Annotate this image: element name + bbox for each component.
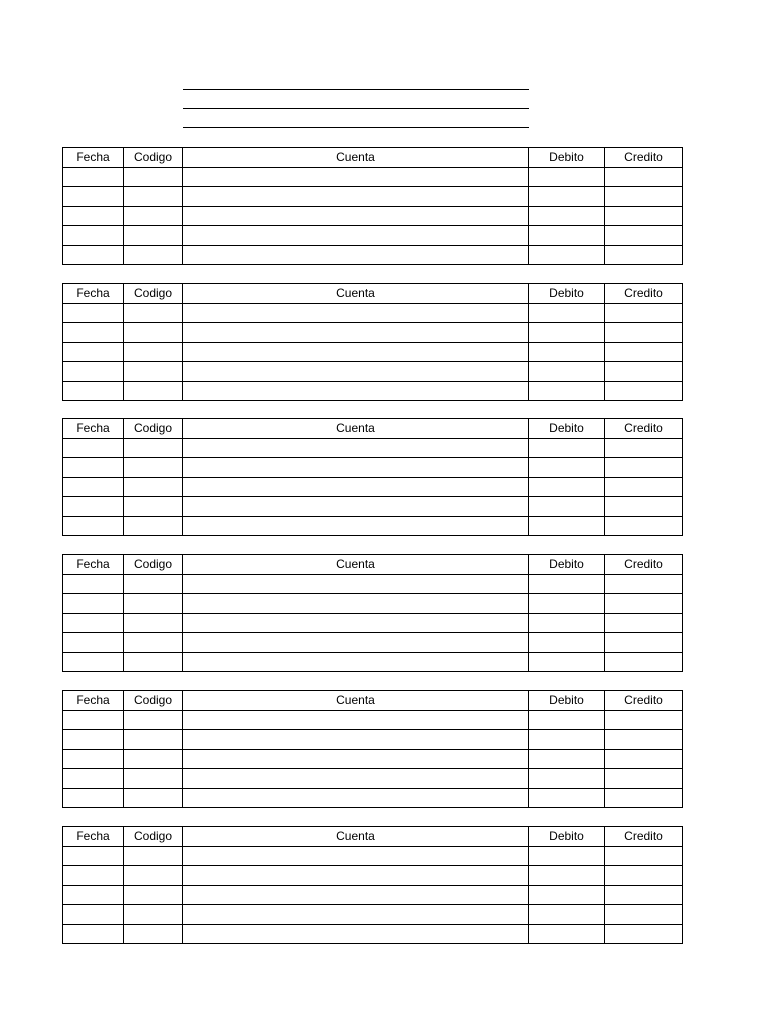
cell-cuenta	[183, 594, 529, 614]
cell-codigo	[124, 438, 183, 458]
cell-fecha	[63, 303, 124, 323]
column-header-credito: Credito	[605, 284, 683, 304]
cell-cuenta	[183, 652, 529, 672]
cell-fecha	[63, 749, 124, 769]
cell-debito	[529, 652, 605, 672]
cell-credito	[605, 613, 683, 633]
cell-cuenta	[183, 342, 529, 362]
column-header-debito: Debito	[529, 284, 605, 304]
cell-fecha	[63, 633, 124, 653]
cell-codigo	[124, 885, 183, 905]
cell-credito	[605, 497, 683, 517]
cell-credito	[605, 303, 683, 323]
cell-codigo	[124, 458, 183, 478]
cell-codigo	[124, 342, 183, 362]
cell-debito	[529, 885, 605, 905]
table-row	[63, 866, 683, 886]
cell-credito	[605, 167, 683, 187]
cell-cuenta	[183, 749, 529, 769]
cell-debito	[529, 206, 605, 226]
cell-fecha	[63, 342, 124, 362]
ledger-table	[62, 418, 683, 536]
ledger-table	[62, 554, 683, 672]
table-row	[63, 303, 683, 323]
cell-debito	[529, 245, 605, 265]
cell-credito	[605, 245, 683, 265]
cell-codigo	[124, 652, 183, 672]
cell-debito	[529, 749, 605, 769]
table-row	[63, 788, 683, 808]
column-header-codigo: Codigo	[124, 691, 183, 711]
cell-fecha	[63, 516, 124, 536]
cell-codigo	[124, 924, 183, 944]
cell-codigo	[124, 730, 183, 750]
cell-debito	[529, 633, 605, 653]
table-header-row	[63, 419, 683, 439]
cell-debito	[529, 710, 605, 730]
cell-credito	[605, 458, 683, 478]
table-row	[63, 458, 683, 478]
table-row	[63, 167, 683, 187]
header-blank-line	[183, 108, 529, 109]
cell-debito	[529, 613, 605, 633]
cell-codigo	[124, 206, 183, 226]
column-header-cuenta: Cuenta	[183, 691, 529, 711]
column-header-cuenta: Cuenta	[183, 284, 529, 304]
ledger-table	[62, 283, 683, 401]
cell-codigo	[124, 516, 183, 536]
cell-credito	[605, 226, 683, 246]
cell-cuenta	[183, 924, 529, 944]
cell-debito	[529, 458, 605, 478]
table-header-row	[63, 827, 683, 847]
cell-cuenta	[183, 769, 529, 789]
column-header-codigo: Codigo	[124, 419, 183, 439]
cell-credito	[605, 633, 683, 653]
cell-fecha	[63, 497, 124, 517]
cell-credito	[605, 885, 683, 905]
cell-debito	[529, 342, 605, 362]
cell-credito	[605, 652, 683, 672]
table-header-row	[63, 148, 683, 168]
cell-debito	[529, 323, 605, 343]
cell-codigo	[124, 633, 183, 653]
cell-debito	[529, 866, 605, 886]
cell-cuenta	[183, 477, 529, 497]
cell-cuenta	[183, 710, 529, 730]
cell-credito	[605, 749, 683, 769]
cell-fecha	[63, 788, 124, 808]
cell-credito	[605, 438, 683, 458]
cell-fecha	[63, 323, 124, 343]
cell-codigo	[124, 497, 183, 517]
header-blank-line	[183, 89, 529, 90]
column-header-cuenta: Cuenta	[183, 419, 529, 439]
column-header-debito: Debito	[529, 827, 605, 847]
cell-cuenta	[183, 167, 529, 187]
cell-fecha	[63, 574, 124, 594]
cell-debito	[529, 187, 605, 207]
cell-fecha	[63, 885, 124, 905]
cell-debito	[529, 497, 605, 517]
column-header-credito: Credito	[605, 827, 683, 847]
cell-cuenta	[183, 303, 529, 323]
table-row	[63, 574, 683, 594]
cell-fecha	[63, 206, 124, 226]
table-row	[63, 516, 683, 536]
cell-credito	[605, 516, 683, 536]
cell-debito	[529, 769, 605, 789]
cell-credito	[605, 381, 683, 401]
cell-codigo	[124, 749, 183, 769]
table-row	[63, 362, 683, 382]
table-row	[63, 342, 683, 362]
cell-codigo	[124, 788, 183, 808]
cell-debito	[529, 594, 605, 614]
table-row	[63, 924, 683, 944]
column-header-credito: Credito	[605, 148, 683, 168]
column-header-codigo: Codigo	[124, 284, 183, 304]
cell-codigo	[124, 167, 183, 187]
table-row	[63, 652, 683, 672]
cell-codigo	[124, 381, 183, 401]
column-header-credito: Credito	[605, 419, 683, 439]
cell-fecha	[63, 769, 124, 789]
cell-credito	[605, 788, 683, 808]
cell-debito	[529, 574, 605, 594]
cell-codigo	[124, 866, 183, 886]
cell-debito	[529, 438, 605, 458]
ledger-table	[62, 690, 683, 808]
cell-fecha	[63, 710, 124, 730]
cell-credito	[605, 323, 683, 343]
cell-credito	[605, 362, 683, 382]
cell-codigo	[124, 362, 183, 382]
cell-cuenta	[183, 846, 529, 866]
cell-fecha	[63, 846, 124, 866]
cell-codigo	[124, 846, 183, 866]
cell-debito	[529, 846, 605, 866]
cell-codigo	[124, 574, 183, 594]
cell-cuenta	[183, 458, 529, 478]
column-header-fecha: Fecha	[63, 827, 124, 847]
cell-credito	[605, 846, 683, 866]
cell-fecha	[63, 245, 124, 265]
cell-cuenta	[183, 885, 529, 905]
table-row	[63, 438, 683, 458]
column-header-fecha: Fecha	[63, 284, 124, 304]
cell-debito	[529, 167, 605, 187]
table-row	[63, 226, 683, 246]
cell-cuenta	[183, 516, 529, 536]
cell-credito	[605, 206, 683, 226]
column-header-cuenta: Cuenta	[183, 827, 529, 847]
column-header-cuenta: Cuenta	[183, 148, 529, 168]
cell-debito	[529, 303, 605, 323]
cell-cuenta	[183, 381, 529, 401]
cell-fecha	[63, 905, 124, 925]
cell-codigo	[124, 303, 183, 323]
cell-codigo	[124, 245, 183, 265]
table-row	[63, 749, 683, 769]
cell-fecha	[63, 652, 124, 672]
cell-cuenta	[183, 187, 529, 207]
cell-cuenta	[183, 730, 529, 750]
cell-fecha	[63, 167, 124, 187]
cell-cuenta	[183, 323, 529, 343]
cell-credito	[605, 187, 683, 207]
column-header-fecha: Fecha	[63, 148, 124, 168]
column-header-codigo: Codigo	[124, 555, 183, 575]
column-header-debito: Debito	[529, 419, 605, 439]
column-header-fecha: Fecha	[63, 419, 124, 439]
header-blank-line	[183, 127, 529, 128]
cell-codigo	[124, 613, 183, 633]
cell-cuenta	[183, 438, 529, 458]
cell-codigo	[124, 905, 183, 925]
table-row	[63, 323, 683, 343]
table-row	[63, 905, 683, 925]
cell-cuenta	[183, 633, 529, 653]
table-row	[63, 633, 683, 653]
cell-credito	[605, 594, 683, 614]
table-row	[63, 497, 683, 517]
ledger-table	[62, 826, 683, 944]
cell-debito	[529, 226, 605, 246]
cell-codigo	[124, 187, 183, 207]
cell-codigo	[124, 594, 183, 614]
cell-codigo	[124, 769, 183, 789]
column-header-credito: Credito	[605, 555, 683, 575]
cell-debito	[529, 516, 605, 536]
cell-debito	[529, 924, 605, 944]
cell-credito	[605, 710, 683, 730]
column-header-credito: Credito	[605, 691, 683, 711]
table-row	[63, 710, 683, 730]
cell-credito	[605, 730, 683, 750]
table-row	[63, 730, 683, 750]
table-row	[63, 769, 683, 789]
column-header-debito: Debito	[529, 555, 605, 575]
cell-fecha	[63, 458, 124, 478]
cell-credito	[605, 574, 683, 594]
cell-credito	[605, 905, 683, 925]
column-header-fecha: Fecha	[63, 691, 124, 711]
cell-debito	[529, 362, 605, 382]
table-header-row	[63, 284, 683, 304]
table-row	[63, 594, 683, 614]
cell-debito	[529, 730, 605, 750]
column-header-codigo: Codigo	[124, 148, 183, 168]
cell-fecha	[63, 477, 124, 497]
cell-codigo	[124, 710, 183, 730]
column-header-cuenta: Cuenta	[183, 555, 529, 575]
table-row	[63, 206, 683, 226]
table-row	[63, 187, 683, 207]
cell-credito	[605, 342, 683, 362]
cell-fecha	[63, 613, 124, 633]
cell-fecha	[63, 187, 124, 207]
table-header-row	[63, 555, 683, 575]
cell-fecha	[63, 362, 124, 382]
column-header-debito: Debito	[529, 691, 605, 711]
table-row	[63, 846, 683, 866]
column-header-debito: Debito	[529, 148, 605, 168]
table-row	[63, 885, 683, 905]
column-header-fecha: Fecha	[63, 555, 124, 575]
cell-cuenta	[183, 613, 529, 633]
table-header-row	[63, 691, 683, 711]
cell-debito	[529, 477, 605, 497]
cell-cuenta	[183, 574, 529, 594]
cell-credito	[605, 866, 683, 886]
cell-fecha	[63, 438, 124, 458]
cell-fecha	[63, 226, 124, 246]
cell-cuenta	[183, 226, 529, 246]
cell-cuenta	[183, 905, 529, 925]
cell-credito	[605, 769, 683, 789]
cell-debito	[529, 381, 605, 401]
cell-credito	[605, 477, 683, 497]
cell-cuenta	[183, 362, 529, 382]
cell-fecha	[63, 730, 124, 750]
cell-fecha	[63, 866, 124, 886]
column-header-codigo: Codigo	[124, 827, 183, 847]
cell-cuenta	[183, 245, 529, 265]
cell-fecha	[63, 594, 124, 614]
cell-debito	[529, 788, 605, 808]
cell-fecha	[63, 924, 124, 944]
cell-cuenta	[183, 866, 529, 886]
cell-codigo	[124, 323, 183, 343]
cell-fecha	[63, 381, 124, 401]
cell-codigo	[124, 477, 183, 497]
cell-cuenta	[183, 788, 529, 808]
ledger-table	[62, 147, 683, 265]
cell-credito	[605, 924, 683, 944]
table-row	[63, 613, 683, 633]
cell-cuenta	[183, 497, 529, 517]
table-row	[63, 477, 683, 497]
cell-debito	[529, 905, 605, 925]
cell-codigo	[124, 226, 183, 246]
table-row	[63, 245, 683, 265]
table-row	[63, 381, 683, 401]
cell-cuenta	[183, 206, 529, 226]
